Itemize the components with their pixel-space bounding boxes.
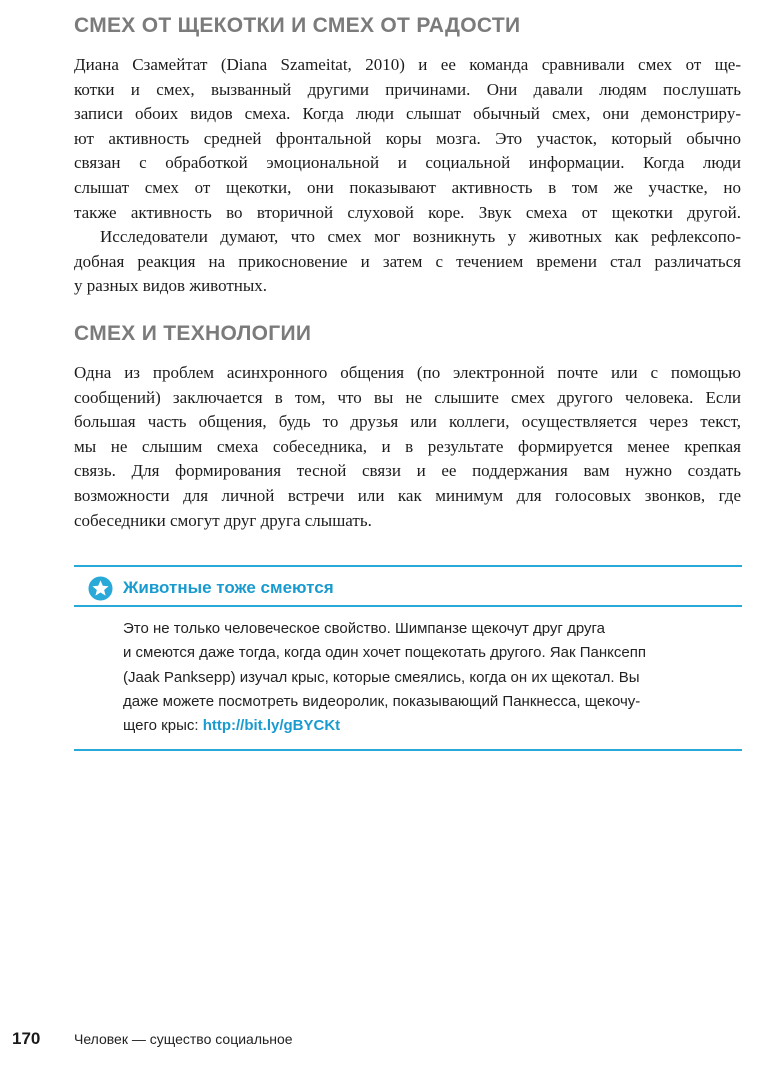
page-number: 170 [12,1029,41,1048]
text-line: Исследователи думают, что смех мог возникнуть у животных как рефлексопо- [100,227,741,246]
sidebar-text-line: Это не только человеческое свойство. Шимпанзе щекочут друг друга [123,620,605,637]
running-footer-title: Человек — существо социальное [74,1031,293,1047]
text-line: Одна из проблем асинхронного общения (по электронной почте или с помощью [74,363,741,382]
paragraph-async-communication [74,361,741,533]
paragraph-szameitat-study [74,53,741,225]
sidebar-text-line: (Jaak Panksepp) изучал крыс, которые смеялись, когда он их щекотал. Вы [123,668,640,686]
sidebar-title-rule [74,605,742,607]
text-line: слышат смех от щекотки, они показывают активность в том же участке, но [74,177,741,197]
sidebar-text-line: и смеются даже тогда, когда один хочет пощекотать другого. Яак Панксепп [123,644,646,662]
sidebar-text-line: даже можете посмотреть видеоролик, показывающий Панкнесса, щекочу- [123,692,641,710]
text-line: котки и смех, вызванный другими причинами. Они давали людям послушать [74,79,741,99]
sidebar-body [123,617,709,738]
text-line: возможности для личной встречи или как минимум для голосовых звонков, где [74,485,741,505]
text-line: ют активность средней фронтальной коры мозга. Это участок, который обычно [74,128,741,148]
sidebar-text-line-last [123,714,709,738]
text-line: собеседники смогут друг друга слышать. [74,510,372,530]
sidebar-top-rule [74,565,742,567]
paragraph-evolution-of-laughter [74,225,741,299]
sidebar-link-prefix: щего крыс: [123,717,203,735]
text-line: связан с обработкой эмоциональной и социальной информации. Когда люди [74,153,741,173]
star-icon [88,576,113,601]
text-line: мы не слышим смеха собеседника, и в результате формируется менее крепкая [74,436,741,456]
text-line: также активность во вторичной слуховой коре. Звук смеха от щекотки другой. [74,202,741,222]
section-heading-laughter-technology: СМЕХ И ТЕХНОЛОГИИ [74,322,312,345]
text-line: большая часть общения, будь то друзья или коллеги, осуществляется через текст, [74,412,741,432]
text-line: записи обоих видов смеха. Когда люди слышат обычный смех, они демонстриру- [74,104,741,124]
video-link[interactable]: http://bit.ly/gBYCKt [202,717,341,735]
text-line: Диана Сзамейтат (Diana Szameitat, 2010) и ее команда сравнивали смех от ще- [74,55,741,74]
section-heading-tickle-laughter: СМЕХ ОТ ЩЕКОТКИ И СМЕХ ОТ РАДОСТИ [74,14,521,37]
sidebar-bottom-rule [74,749,742,751]
sidebar-title: Животные тоже смеются [123,578,334,597]
text-line: добная реакция на прикосновение и затем с течением времени стал различаться [74,251,741,271]
text-line: у разных видов животных. [74,276,268,296]
text-line: связь. Для формирования тесной связи и ее поддержания вам нужно создать [74,461,741,481]
text-line: сообщений) заключается в том, что вы не слышите смех другого человека. Если [74,387,741,407]
